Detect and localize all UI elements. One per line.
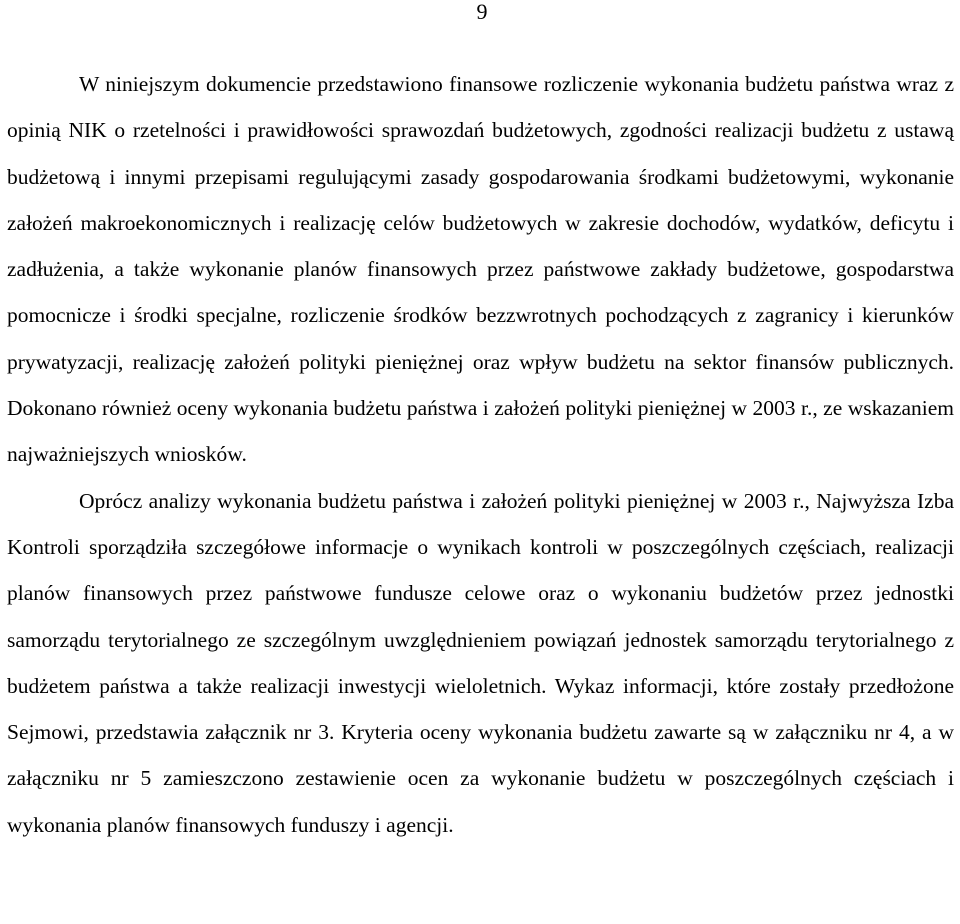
page-number: 9 xyxy=(476,0,488,24)
paragraph-nik-information: Oprócz analizy wykonania budżetu państwa i założeń polityki pieniężnej w 2003 r., Najwyższa Izba Kontroli sporządziła szczegółowe informacje o wynikach kontroli w poszczególnych częściach, realizacji planów finansowych przez państwowe fundusze celowe oraz o wykonaniu budżetów przez jednostki samorządu terytorialnego ze szczególnym uwzględnieniem powiązań jednostek samorządu terytorialnego z budżetem państwa a także realizacji inwestycji wieloletnich. Wykaz informacji, które zostały przedłożone Sejmowi, przedstawia załącznik nr 3. Kryteria oceny wykonania budżetu zawarte są w załączniku nr 4, a w załączniku nr 5 zamieszczono zestawienie ocen za wykonanie budżetu w poszczególnych częściach i wykonania planów finansowych funduszy i agencji. xyxy=(7,488,954,837)
document-body xyxy=(7,61,954,848)
paragraph-budget-settlement: W niniejszym dokumencie przedstawiono finansowe rozliczenie wykonania budżetu państwa wraz z opinią NIK o rzetelności i prawidłowości sprawozdań budżetowych, zgodności realizacji budżetu z ustawą budżetową i innymi przepisami regulującymi zasady gospodarowania środkami budżetowymi, wykonanie założeń makroekonomicznych i realizację celów budżetowych w zakresie dochodów, wydatków, deficytu i zadłużenia, a także wykonanie planów finansowych przez państwowe zakłady budżetowe, gospodarstwa pomocnicze i środki specjalne, rozliczenie środków bezzwrotnych pochodzących z zagranicy i kierunków prywatyzacji, realizację założeń polityki pieniężnej oraz wpływ budżetu na sektor finansów publicznych. Dokonano również oceny wykonania budżetu państwa i założeń polityki pieniężnej w 2003 r., ze wskazaniem najważniejszych wniosków. xyxy=(7,72,954,467)
